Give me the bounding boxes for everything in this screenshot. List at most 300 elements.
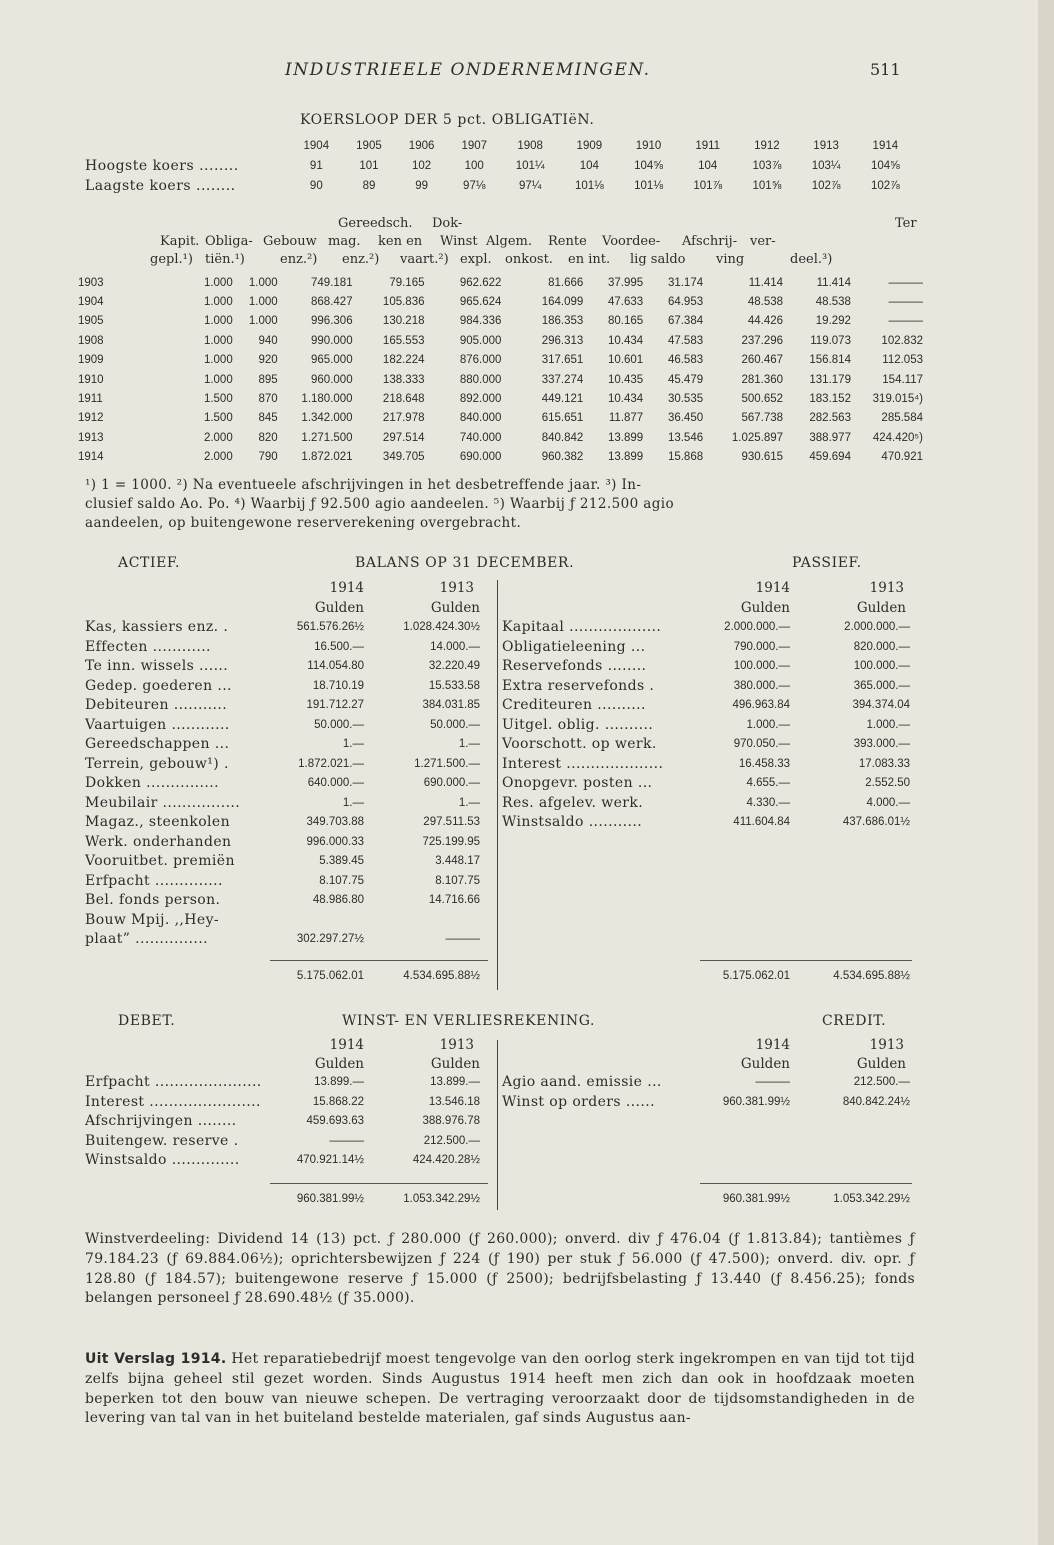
fin-value: 1.500: [203, 393, 233, 406]
fin-row: [78, 351, 923, 370]
actief-row-label: Bel. fonds person.: [85, 892, 221, 908]
fin-value: 48.538: [747, 296, 784, 309]
fin-value: 790: [258, 451, 278, 464]
actief-row-label: Vooruitbet. premiën: [85, 853, 235, 869]
koers-year: 1909: [576, 140, 603, 152]
passief-row-value-a: 380.000.—: [733, 679, 790, 692]
fin-value: 154.117: [882, 373, 923, 386]
winstverdeeling-paragraph: Winstverdeeling: Dividend 14 (13) pct. ƒ 280.000 (ƒ 260.000); onverd. div ƒ 476.04 (ƒ 1.813.84); tantièmes ƒ 79.184.23 (ƒ 69.884.06½); oprichtersbewijzen ƒ 224 (ƒ 190) per stuk ƒ 56.000 (ƒ 47.500); onverd. div. opr. ƒ 128.80 (ƒ 184.57); buitengewone reserve ƒ 15.000 (ƒ 2500); bedrijfsbelasting ƒ 13.440 (ƒ 8.456.25); fonds belangen personeel ƒ 28.690.48½ (ƒ 35.000).: [85, 1231, 915, 1307]
fin-value: 1.000: [203, 373, 233, 386]
koers-year: 1914: [872, 140, 899, 152]
actief-row-value-a: 8.107.75: [319, 874, 364, 887]
passief-row-value-b: 393.000.—: [853, 738, 910, 750]
koers-value: 101: [359, 160, 379, 172]
fin-value: 905.000: [459, 334, 502, 347]
fin-header-cell: Obliga-: [205, 234, 253, 249]
fin-value: 165.553: [382, 334, 425, 347]
koers-year: 1911: [695, 140, 721, 152]
koers-value: 102⅞: [870, 180, 900, 192]
passief-row-value-a: 4.655.—: [746, 777, 790, 789]
actief-row-label: Gereedschappen ...: [85, 736, 230, 752]
actief-row-value-b: 50.000.—: [430, 718, 480, 731]
fin-header-cell: Winst: [440, 234, 478, 249]
fin-value: 990.000: [311, 334, 353, 347]
fin-header-cell: Rente: [548, 234, 587, 249]
fin-value: 182.224: [382, 354, 425, 367]
actief-row-value-a: 349.703.88: [306, 816, 364, 828]
actief-row-value-a: 18.710.19: [312, 679, 364, 692]
page-edge: [1038, 0, 1054, 1545]
actief-row-value-a: 996.000.33: [306, 835, 364, 848]
winst-credit-total-a: 960.381.99½: [722, 1193, 790, 1205]
winst-debet-title: DEBET.: [118, 1013, 176, 1029]
fin-value: 500.652: [741, 393, 784, 406]
fin-value: 1.342.000: [301, 412, 353, 425]
fin-value: 237.296: [741, 334, 784, 347]
koers-value: 90: [309, 180, 323, 192]
balans-passief-total-a: 5.175.062.01: [722, 970, 790, 982]
actief-row-label: Bouw Mpij. ,,Hey-: [85, 911, 220, 928]
actief-row-label: Effecten ............: [85, 638, 211, 655]
balans-passief-total-rule: [700, 960, 912, 961]
fin-value: 297.514: [382, 431, 425, 444]
actief-row-value-a: 48.986.80: [312, 894, 364, 906]
fin-header-cell: Kapit.: [160, 234, 200, 249]
fin-value: 1.000: [203, 296, 233, 309]
debet-row-label: Erfpacht ......................: [85, 1074, 262, 1090]
fin-year: 1908: [78, 334, 104, 347]
balans-passief-total-b: 4.534.695.88½: [833, 970, 910, 982]
debet-row-value-a: ———: [329, 1134, 364, 1147]
running-header: [0, 60, 1054, 84]
passief-row-value-b: 100.000.—: [853, 660, 910, 672]
actief-row-label: Werk. onderhanden: [85, 833, 232, 850]
fin-value: 11.414: [748, 276, 784, 289]
passief-row-label: Crediteuren ..........: [502, 697, 646, 713]
fin-year: 1911: [78, 393, 103, 406]
actief-row-value-a: 191.712.27: [306, 699, 364, 711]
koers-value: 104: [579, 160, 599, 172]
fin-value: 47.633: [608, 296, 644, 309]
fin-value: 1.000: [248, 296, 278, 309]
passief-row-value-a: 4.330.—: [746, 796, 790, 809]
fin-row: [78, 331, 923, 350]
fin-value: 79.165: [389, 276, 425, 289]
fin-value: 740.000: [459, 431, 502, 444]
koers-value: 91: [309, 160, 323, 172]
fin-value: 960.000: [311, 373, 353, 386]
page-number: 511: [870, 60, 901, 79]
balans-actief-total-b: 4.534.695.88½: [403, 970, 480, 982]
fin-header-cell: Voordee-: [602, 234, 661, 249]
winst-credit-year-b: 1913: [869, 1037, 904, 1053]
fin-value: 1.872.021: [301, 451, 353, 464]
actief-row-value-b: 32.220.49: [428, 660, 480, 672]
balans-actief-title: ACTIEF.: [118, 555, 181, 571]
fin-value: 449.121: [541, 393, 584, 406]
fin-header-cell: tiën.¹): [205, 252, 245, 267]
actief-row-label: Kas, kassiers enz. .: [85, 619, 229, 635]
fin-value: 10.601: [608, 354, 644, 367]
fin-value: 2.000: [203, 431, 233, 444]
winst-credit-title: CREDIT.: [822, 1013, 887, 1029]
fin-value: 48.538: [815, 296, 851, 309]
fin-value: 11.877: [608, 412, 644, 425]
fin-value: 1.000: [203, 334, 233, 347]
fin-value: 296.313: [541, 334, 584, 347]
fin-value: 1.000: [203, 315, 233, 328]
balans-passief-unit-a: Gulden: [740, 600, 790, 616]
fin-header-cell: ving: [716, 252, 745, 267]
winst-credit-unit-b: Gulden: [856, 1056, 906, 1072]
koers-year-row: [85, 136, 915, 156]
fin-value: 895: [258, 373, 278, 386]
fin-value: 930.615: [741, 451, 784, 464]
fin-value: 1.180.000: [301, 393, 353, 406]
fin-value: 424.420⁵): [872, 431, 923, 444]
actief-row-value-a: 50.000.—: [314, 718, 364, 731]
winst-debet-year-a: 1914: [329, 1037, 364, 1053]
passief-row-value-b: 2.000.000.—: [844, 621, 910, 633]
koers-value: 103¼: [811, 160, 841, 172]
koers-year: 1904: [303, 140, 330, 152]
actief-row-value-a: 114.054.80: [307, 660, 364, 672]
fin-value: 36.450: [667, 412, 704, 425]
fin-value: 80.165: [608, 315, 644, 328]
fin-value: 260.467: [741, 354, 784, 367]
fin-row: [78, 370, 923, 389]
koers-value: 103⅞: [752, 160, 782, 172]
actief-row-value-a: 5.389.45: [319, 855, 364, 867]
fin-value: 285.584: [881, 412, 923, 425]
passief-row-value-b: 820.000.—: [853, 640, 910, 653]
koers-value: 100: [464, 160, 484, 172]
fin-value: 349.705: [382, 451, 425, 464]
fin-value: 13.899: [608, 451, 644, 464]
fin-header-cell: Dok-: [432, 216, 463, 231]
fin-value: ———: [888, 296, 923, 309]
actief-row-value-b: 8.107.75: [435, 874, 480, 887]
fin-value: 876.000: [459, 354, 502, 367]
fin-value: 37.995: [608, 276, 644, 289]
credit-row-value-a: ———: [755, 1076, 790, 1088]
fin-value: 81.666: [548, 276, 584, 289]
passief-row-value-b: 365.000.—: [853, 679, 910, 692]
fin-value: 30.535: [667, 393, 704, 406]
fin-value: 164.099: [541, 296, 584, 309]
fin-value: 388.977: [809, 431, 851, 444]
actief-row-label: Te inn. wissels ......: [85, 658, 229, 674]
fin-value: 102.832: [881, 334, 923, 347]
actief-row-value-a: 1.—: [342, 738, 364, 750]
passief-row-value-a: 1.000.—: [746, 718, 790, 731]
passief-row-label: Uitgel. oblig. ..........: [502, 716, 654, 733]
fin-value: 13.899: [608, 431, 644, 444]
fin-value: 1.025.897: [731, 431, 784, 444]
koers-value: 102⅞: [811, 180, 841, 192]
fin-value: 15.868: [667, 451, 704, 464]
fin-year: 1904: [78, 296, 104, 309]
passief-row-value-b: 17.083.33: [858, 757, 910, 770]
actief-row-value-b: 3.448.17: [435, 855, 480, 867]
fin-value: 749.181: [311, 276, 353, 289]
actief-row-value-a: 1.—: [342, 796, 364, 809]
passief-row-value-b: 4.000.—: [866, 796, 910, 809]
passief-row-label: Onopgevr. posten ...: [502, 775, 653, 791]
fin-header-cell: Gebouw: [263, 234, 317, 249]
fin-value: 459.694: [809, 451, 851, 464]
fin-year: 1903: [78, 276, 104, 289]
passief-row-value-b: 1.000.—: [866, 718, 910, 731]
koers-value: 104⅝: [634, 160, 663, 172]
koers-value: 101⅛: [574, 180, 604, 192]
verslag-paragraph: [85, 1350, 915, 1429]
koers-year: 1905: [356, 140, 382, 152]
passief-row-label: Obligatieleening ...: [502, 638, 646, 655]
credit-row-value-a: 960.381.99½: [722, 1095, 790, 1108]
passief-row-value-b: 394.374.04: [852, 699, 910, 711]
fin-value: 10.434: [608, 334, 644, 347]
fin-row: [78, 273, 923, 292]
fin-value: 840.000: [459, 412, 502, 425]
actief-row-value-a: 16.500.—: [314, 640, 364, 653]
fin-value: 965.624: [459, 296, 502, 309]
actief-row-label: plaat” ...............: [85, 931, 208, 947]
fin-year: 1913: [78, 431, 104, 444]
passief-row-label: Voorschott. op werk.: [502, 736, 657, 752]
fin-header-cell: onkost.: [505, 252, 553, 267]
koers-year: 1906: [408, 140, 435, 152]
fin-value: 217.978: [382, 412, 425, 425]
debet-row-value-a: 470.921.14½: [296, 1154, 364, 1166]
credit-row-value-b: 840.842.24½: [842, 1095, 910, 1108]
winst-credit-total-b: 1.053.342.29½: [833, 1193, 910, 1205]
balans-passief-title: PASSIEF.: [792, 555, 862, 571]
actief-row-value-b: 690.000.—: [423, 777, 480, 789]
fin-footnote-1: ¹) 1 = 1000. ²) Na eventueele afschrijvingen in het desbetreffende jaar. ³) In-: [85, 477, 642, 493]
passief-row-label: Kapitaal ...................: [502, 619, 662, 635]
koers-corner: [85, 136, 290, 156]
fin-value: 131.179: [809, 373, 851, 386]
passief-row-value-a: 970.050.—: [733, 738, 790, 750]
balans-actief-year-a: 1914: [329, 580, 364, 596]
fin-value: 996.306: [311, 315, 353, 328]
actief-row-value-b: ———: [445, 933, 480, 945]
fin-table: [78, 273, 923, 467]
actief-row-label: Erfpacht ..............: [85, 872, 223, 889]
verslag-heading: Uit Verslag 1914.: [85, 1351, 227, 1367]
passief-row-label: Winstsaldo ...........: [502, 814, 643, 830]
fin-value: 67.384: [667, 315, 704, 328]
actief-row-value-b: 384.031.85: [422, 699, 480, 711]
fin-value: 31.174: [667, 276, 704, 289]
actief-row-value-b: 1.—: [458, 738, 480, 750]
fin-value: 870: [258, 393, 278, 406]
actief-row-value-a: 1.872.021.—: [298, 757, 364, 770]
debet-row-label: Afschrijvingen ........: [85, 1113, 237, 1129]
fin-value: 965.000: [311, 354, 353, 367]
fin-value: 10.434: [608, 393, 644, 406]
fin-value: 1.000: [248, 315, 278, 328]
actief-row-value-a: 302.297.27½: [296, 933, 364, 945]
balans-passief-year-a: 1914: [755, 580, 790, 596]
fin-value: 567.738: [741, 412, 784, 425]
koers-value: 97⅛: [463, 180, 486, 192]
fin-header-cell: deel.³): [790, 252, 833, 267]
debet-row-label: Winstsaldo ..............: [85, 1152, 240, 1168]
actief-row-label: Dokken ...............: [85, 775, 219, 791]
fin-value: 319.015⁴): [872, 393, 923, 406]
actief-row-value-a: 561.576.26½: [296, 621, 364, 633]
fin-value: 2.000: [203, 451, 233, 464]
fin-value: 218.648: [382, 393, 425, 406]
credit-row-label: Winst op orders ......: [502, 1093, 655, 1110]
credit-row-value-b: 212.500.—: [853, 1076, 910, 1088]
actief-row-label: Magaz., steenkolen: [85, 814, 231, 830]
actief-row-label: Gedep. goederen ...: [85, 677, 232, 694]
koers-value: 102: [412, 160, 432, 172]
passief-row-label: Interest ....................: [502, 755, 664, 772]
fin-year: 1914: [78, 451, 104, 464]
actief-row-value-b: 725.199.95: [422, 835, 480, 848]
koers-title: KOERSLOOP DER 5 pct. OBLIGATIëN.: [300, 112, 595, 128]
debet-row-value-b: 13.899.—: [430, 1076, 480, 1088]
fin-value: 820: [258, 431, 278, 444]
fin-value: 845: [258, 412, 278, 425]
actief-row-label: Meubilair ................: [85, 794, 241, 811]
actief-row-value-a: 640.000.—: [307, 777, 364, 789]
balans-actief-year-b: 1913: [439, 580, 474, 596]
fin-value: 105.836: [382, 296, 425, 309]
fin-year: 1910: [78, 373, 104, 386]
actief-row-value-b: 1.—: [458, 796, 480, 809]
winst-credit-year-a: 1914: [755, 1037, 790, 1053]
actief-row-value-b: 14.000.—: [430, 640, 480, 653]
winst-debet-total-rule: [270, 1183, 488, 1184]
winst-divider: [497, 1040, 498, 1210]
fin-header-cell: ver-: [750, 234, 776, 249]
balans-actief-total-a: 5.175.062.01: [296, 970, 364, 982]
passief-row-value-b: 2.552.50: [865, 777, 910, 789]
koers-value: 101⅛: [634, 180, 663, 192]
debet-row-value-a: 15.868.22: [312, 1095, 364, 1108]
fin-value: ———: [888, 315, 923, 328]
fin-value: 156.814: [809, 354, 851, 367]
fin-value: 183.152: [809, 393, 851, 406]
fin-value: 1.000: [203, 354, 233, 367]
actief-row-value-b: 14.716.66: [428, 894, 480, 906]
fin-footnote-3: aandeelen, op buitengewone reserverekening overgebracht.: [85, 515, 522, 531]
verslag-text: Het reparatiebedrijf moest tengevolge van den oorlog sterk ingekrompen en van tijd tot tijd zelfs bijna geheel stil gezet worden. Sinds Augustus 1914 heeft men zich dan ook in hoofdzaak moeten beperken tot den bouw van nieuwe schepen. De vertraging veroorzaakt door de tijdsomstandigheden in de levering van tal van in het buiteland bestelde materialen, gaf sinds Augustus aan-: [85, 1351, 915, 1427]
fin-header-cell: expl.: [460, 252, 492, 267]
balans-passief-year-b: 1913: [869, 580, 904, 596]
fin-value: 960.382: [541, 451, 584, 464]
fin-header-cell: vaart.²): [400, 252, 449, 267]
debet-row-value-a: 459.693.63: [306, 1115, 364, 1127]
fin-value: 10.435: [608, 373, 644, 386]
fin-year: 1909: [78, 354, 104, 367]
fin-header-cell: lig saldo: [630, 252, 686, 267]
fin-header-cell: gepl.¹): [150, 252, 193, 267]
debet-row-label: Buitengew. reserve .: [85, 1132, 239, 1149]
debet-row-value-b: 424.420.28½: [412, 1154, 480, 1166]
winst-debet-unit-a: Gulden: [314, 1056, 364, 1072]
koers-year: 1910: [635, 140, 662, 152]
fin-value: 13.546: [667, 431, 704, 444]
fin-value: 690.000: [459, 451, 502, 464]
fin-value: 1.500: [203, 412, 233, 425]
actief-row-label: Vaartuigen ............: [85, 716, 230, 733]
fin-header-cell: enz.²): [280, 252, 318, 267]
credit-row-label: Agio aand. emissie ...: [502, 1074, 662, 1090]
fin-row: [78, 312, 923, 331]
fin-value: 940: [258, 334, 278, 347]
fin-value: 984.336: [459, 315, 502, 328]
winst-debet-year-b: 1913: [439, 1037, 474, 1053]
debet-row-label: Interest .......................: [85, 1093, 261, 1110]
koers-year: 1907: [461, 140, 488, 152]
passief-row-value-a: 411.604.84: [733, 816, 790, 828]
running-title: INDUSTRIEELE ONDERNEMINGEN.: [285, 60, 651, 80]
fin-value: 130.218: [382, 315, 425, 328]
fin-value: 46.583: [667, 354, 704, 367]
balans-divider: [497, 580, 498, 990]
debet-row-value-b: 388.976.78: [422, 1115, 480, 1127]
fin-value: 880.000: [459, 373, 502, 386]
koers-value: 101¼: [515, 160, 545, 172]
passief-row-label: Res. afgelev. werk.: [502, 794, 644, 811]
winst-title: WINST- EN VERLIESREKENING.: [342, 1013, 596, 1029]
fin-header-cell: Ter: [895, 216, 917, 231]
koers-value: 89: [362, 180, 376, 192]
balans-passief-unit-b: Gulden: [856, 600, 906, 616]
fin-value: 840.842: [541, 431, 584, 444]
koers-value: 101⅞: [693, 180, 723, 192]
fin-value: 1.000: [203, 276, 233, 289]
actief-row-value-b: 1.028.424.30½: [403, 621, 480, 633]
fin-footnote-2: clusief saldo Ao. Po. ⁴) Waarbij ƒ 92.500 agio aandeelen. ⁵) Waarbij ƒ 212.500 agio: [85, 496, 674, 512]
koers-table: [85, 136, 915, 196]
fin-row: [78, 389, 923, 408]
fin-header-cell: ken en: [378, 234, 423, 249]
koers-year: 1913: [813, 140, 839, 152]
koers-value: 104⅝: [870, 160, 900, 172]
koers-row-label: Hoogste koers ........: [85, 158, 239, 174]
fin-header-cell: Algem.: [486, 234, 533, 249]
fin-value: 44.426: [747, 315, 784, 328]
fin-header-cell: Gereedsch.: [338, 216, 413, 231]
koers-row: [85, 156, 915, 176]
balans-title: BALANS OP 31 DECEMBER.: [355, 555, 575, 571]
actief-row-value-b: 1.271.500.—: [414, 757, 480, 770]
fin-value: 47.583: [667, 334, 704, 347]
fin-value: 1.000: [248, 276, 278, 289]
koers-value: 97¼: [518, 180, 542, 192]
fin-value: 11.414: [816, 276, 851, 289]
passief-row-label: Extra reservefonds .: [502, 677, 655, 694]
fin-value: 470.921: [881, 451, 923, 464]
fin-value: 19.292: [815, 315, 851, 328]
actief-row-value-b: 15.533.58: [428, 679, 480, 692]
winst-debet-total-b: 1.053.342.29½: [403, 1193, 480, 1205]
koers-value: 99: [415, 180, 428, 192]
fin-value: 281.360: [741, 373, 784, 386]
fin-row: [78, 292, 923, 311]
koers-row-label: Laagste koers ........: [85, 178, 236, 194]
fin-value: 282.563: [809, 412, 851, 425]
passief-row-value-a: 496.963.84: [732, 699, 790, 711]
winst-credit-total-rule: [700, 1183, 912, 1184]
